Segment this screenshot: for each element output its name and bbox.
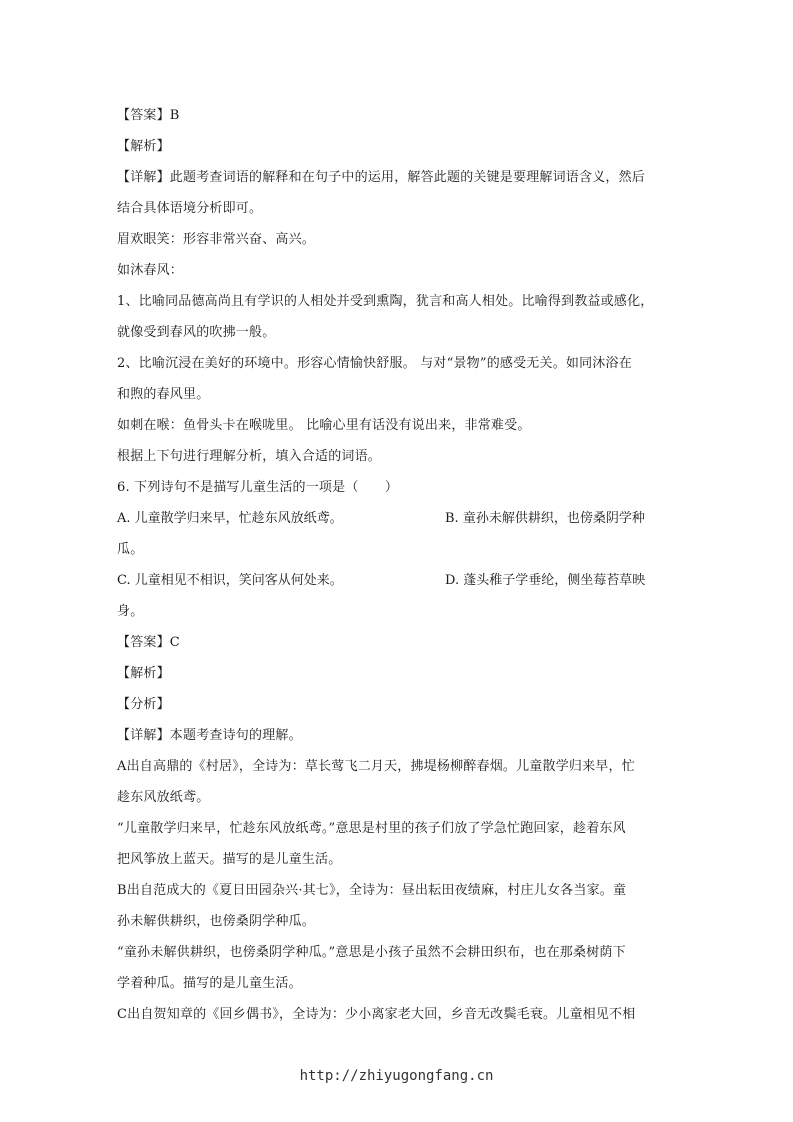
definition-line: 根据上下句进行理解分析，填入合适的词语。	[117, 449, 382, 464]
option-c: C. 儿童相见不相识，笑问客从何处来。	[117, 573, 343, 588]
detail-line: B出自范成大的《夏日田园杂兴·其七》，全诗为：昼出耘田夜绩麻，村庄儿女各当家。童	[117, 883, 627, 898]
detail-line: 结合具体语境分析即可。	[117, 201, 263, 216]
analysis-heading: 【解析】	[117, 139, 170, 154]
document-body	[117, 100, 677, 1030]
detail-line: 学着种瓜。描写的是儿童生活。	[117, 976, 302, 991]
analysis-heading: 【解析】	[117, 666, 170, 681]
detail-line: A出自高鼎的《村居》，全诗为：草长莺飞二月天，拂堤杨柳醉春烟。儿童散学归来早，忙	[117, 759, 635, 774]
answer-line: 【答案】C	[117, 635, 180, 650]
definition-line: 1、比喻同品德高尚且有学识的人相处并受到熏陶，犹言和高人相处。比喻得到教益或感化，	[117, 294, 654, 309]
detail-line: 【详解】此题考查词语的解释和在句子中的运用，解答此题的关键是要理解词语含义，然后	[117, 170, 646, 185]
option-d-continuation: 身。	[117, 604, 144, 619]
detail-line: “儿童散学归来早，忙趁东风放纸鸢。”意思是村里的孩子们放了学急忙跑回家，趁着东风	[117, 821, 626, 836]
option-a: A. 儿童散学归来早，忙趁东风放纸鸢。	[117, 511, 343, 526]
detail-line: 【详解】本题考查诗句的理解。	[117, 728, 302, 743]
footer-url: http://zhiyugongfang.cn	[299, 1068, 494, 1084]
definition-line: 2、比喻沉浸在美好的环境中。形容心情愉快舒服。 与对“景物”的感受无关。如同沐浴在	[117, 356, 632, 371]
answer-line: 【答案】B	[117, 108, 180, 123]
definition-line: 和煦的春风里。	[117, 387, 210, 402]
definition-line: 眉欢眼笑：形容非常兴奋、高兴。	[117, 232, 316, 247]
detail-line: 孙未解供耕织，也傍桑阴学种瓜。	[117, 914, 316, 929]
question-line: 6. 下列诗句不是描写儿童生活的一项是（ ）	[117, 480, 399, 495]
option-row-cd	[117, 565, 677, 596]
option-b-continuation: 瓜。	[117, 542, 144, 557]
definition-line: 如刺在喉：鱼骨头卡在喉咙里。 比喻心里有话没有说出来，非常难受。	[117, 418, 531, 433]
detail-line: “童孙未解供耕织，也傍桑阴学种瓜。”意思是小孩子虽然不会耕田织布，也在那桑树荫下	[117, 945, 626, 960]
detail-line: C出自贺知章的《回乡偶书》，全诗为：少小离家老大回，乡音无改鬓毛衰。儿童相见不相	[117, 1007, 636, 1022]
analysis-subheading: 【分析】	[117, 697, 170, 712]
option-b: B. 童孙未解供耕织，也傍桑阴学种	[445, 511, 645, 526]
option-row-ab	[117, 503, 677, 534]
definition-line: 如沐春风：	[117, 263, 184, 278]
detail-line: 把风筝放上蓝天。描写的是儿童生活。	[117, 852, 342, 867]
option-d: D. 蓬头稚子学垂纶，侧坐莓苔草映	[445, 573, 646, 588]
detail-line: 趁东风放纸鸢。	[117, 790, 210, 805]
definition-line: 就像受到春风的吹拂一般。	[117, 325, 276, 340]
